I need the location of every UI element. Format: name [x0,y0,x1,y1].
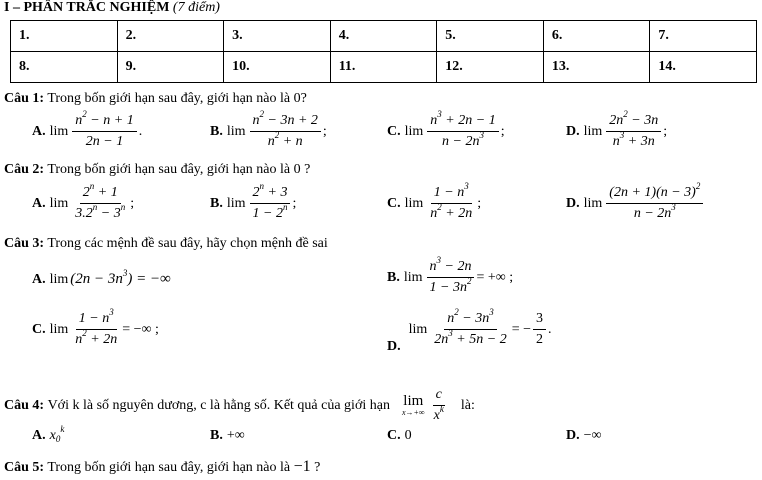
answer-cell[interactable]: 6. [543,21,650,52]
section-points: (7 điểm) [172,0,220,15]
answer-cell[interactable]: 11. [330,52,437,83]
answer-row-1 [11,21,757,52]
question-4: Câu 4: Với k là số nguyên dương, c là hằng số. Kết quả của giới hạn lim x→+∞ $\frac{c}{x^k}$ là: [4,387,475,423]
answer-cell[interactable]: 10. [224,52,331,83]
answer-cell[interactable]: 3. [224,21,331,52]
answer-row-2 [11,52,757,83]
q4-option-b[interactable]: B. +∞ [210,428,245,443]
answer-cell[interactable]: 7. [650,21,757,52]
q1-option-c[interactable]: C. lim $\frac{n^3 + 2n - 1}{n - 2n^3}$ ; [387,109,505,149]
q1-option-b[interactable]: B. lim $\frac{n^2 - 3n + 2}{n^2 + n}$ ; [210,109,327,149]
q1-option-a[interactable]: A. lim $\frac{n^2 - n + 1}{2n - 1}$ . [32,109,143,149]
q3-option-c[interactable]: C. lim $\frac{1 - n^3}{n^2 + 2n}$ = −∞ ; [32,307,159,347]
answer-cell[interactable]: 8. [11,52,118,83]
question-3: Câu 3: Trong các mệnh đề sau đây, hãy chọn mệnh đề sai [4,236,328,251]
q2-option-c[interactable]: C. lim $\frac{1 - n^3}{n^2 + 2n}$ ; [387,181,482,221]
limit-notation: lim x→+∞ [401,393,425,417]
q2-option-d[interactable]: D. lim $\frac{(2n + 1)(n - 3)^2}{n - 2n^3}$ [566,184,705,223]
answer-cell[interactable]: 4. [330,21,437,52]
answer-cell[interactable]: 12. [437,52,544,83]
q2-option-a[interactable]: A. lim $\frac{2^n + 1}{3.2^n - 3^n}$ ; [32,181,135,221]
q2-option-b[interactable]: B. lim $\frac{2^n + 3}{1 - 2^n}$ ; [210,181,297,221]
q4-option-d[interactable]: D. −∞ [566,428,602,443]
answer-table [10,20,757,83]
answer-cell[interactable]: 9. [117,52,224,83]
answer-cell[interactable]: 5. [437,21,544,52]
q3-option-b[interactable]: B. lim $\frac{n^3 - 2n}{1 - 3n^2}$ = +∞ ; [387,255,514,295]
question-2: Câu 2: Trong bốn giới hạn sau đây, giới hạn nào là 0 ? [4,162,311,177]
q3-option-d[interactable]: D. lim $\frac{n^2 - 3n^3}{2n^3 + 5n - 2}$ = − $\frac{3}{2}$ . [387,307,552,354]
question-1: Câu 1: Trong bốn giới hạn sau đây, giới hạn nào là 0? [4,91,307,106]
q3-option-a[interactable]: A. lim $(2n - 3n^3)$ = −∞ [32,268,171,287]
section-title: I – PHẦN TRẮC NGHIỆM (7 điểm) [4,0,220,15]
answer-cell[interactable]: 13. [543,52,650,83]
answer-cell[interactable]: 14. [650,52,757,83]
q4-option-a[interactable]: A. $x_0^k$ [32,424,65,444]
question-5: Câu 5: Trong bốn giới hạn sau đây, giới hạn nào là −1 ? [4,458,321,475]
answer-cell[interactable]: 1. [11,21,118,52]
q1-option-d[interactable]: D. lim $\frac{2n^2 - 3n}{n^3 + 3n}$ ; [566,109,668,149]
q4-option-c[interactable]: C. 0 [387,428,412,443]
answer-cell[interactable]: 2. [117,21,224,52]
